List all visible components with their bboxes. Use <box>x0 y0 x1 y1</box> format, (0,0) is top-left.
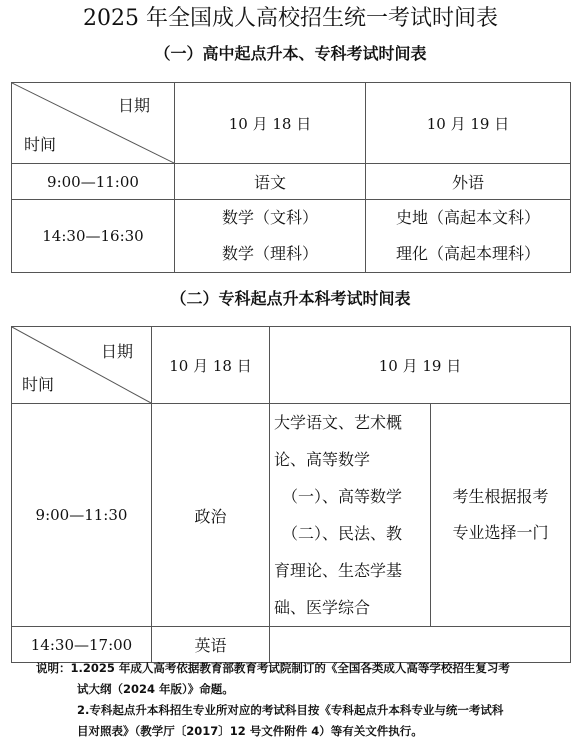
subject-line: （一）、高等数学 <box>282 487 403 506</box>
time-slot: 14:30—16:30 <box>12 200 175 273</box>
section1-heading: （一）高中起点升本、专科考试时间表 <box>154 44 427 63</box>
subject-cell: 语文 <box>175 164 366 200</box>
subject-line: 史地（高起本文科） <box>395 208 540 227</box>
subject-line: 础、医学综合 <box>274 598 371 617</box>
note-item-1 <box>36 658 576 679</box>
diagonal-header-cell <box>12 83 175 164</box>
date-header: 10 月 19 日 <box>366 83 571 164</box>
corner-label-time: 时间 <box>22 375 55 394</box>
date-header: 10 月 18 日 <box>152 327 270 404</box>
time-slot: 9:00—11:30 <box>12 404 152 627</box>
table-row <box>12 404 571 627</box>
subject-line: （二）、民法、教 <box>282 524 403 543</box>
note-text: 1.2025 年成人高考依据教育部教育考试院制订的《全国各类成人高等学校招生复习考 <box>70 661 510 675</box>
subject-cell: 外语 <box>366 164 571 200</box>
note-item-2: 2.专科起点升本科招生专业所对应的考试科目按《专科起点升本科专业与统一考试科 <box>77 703 504 717</box>
corner-label-time: 时间 <box>24 135 57 154</box>
subject-list-cell <box>270 404 431 627</box>
subject-line: 育理论、生态学基 <box>274 561 403 580</box>
note-line: 考生根据报考 <box>452 487 549 506</box>
subject-cell <box>366 200 571 273</box>
notes-block <box>36 658 576 742</box>
note-item-1-cont: 试大纲（2024 年版）》命题。 <box>77 682 234 696</box>
corner-label-date: 日期 <box>100 342 133 361</box>
schedule-table-1 <box>11 82 571 273</box>
page-title: 2025 年全国成人高校招生统一考试时间表 <box>83 6 498 31</box>
subject-note-cell <box>431 404 571 627</box>
subject-line: 数学（文科） <box>221 208 318 227</box>
note-line: 专业选择一门 <box>452 523 549 542</box>
table-row <box>12 164 571 200</box>
date-header: 10 月 18 日 <box>175 83 366 164</box>
schedule-table-2 <box>11 326 571 663</box>
date-header: 10 月 19 日 <box>270 327 571 404</box>
subject-cell: 政治 <box>152 404 270 627</box>
diagonal-header-cell <box>12 327 152 404</box>
subject-line: 大学语文、艺术概 <box>274 413 403 432</box>
time-slot: 14:30—17:00 <box>12 627 152 663</box>
table-row <box>12 200 571 273</box>
table2-header-row <box>12 327 571 404</box>
subject-line: 理化（高起本理科） <box>395 244 540 263</box>
table1-header-row <box>12 83 571 164</box>
section2-heading: （二）专科起点升本科考试时间表 <box>170 289 411 308</box>
time-slot: 9:00—11:00 <box>12 164 175 200</box>
notes-label: 说明： <box>36 661 71 675</box>
note-item-2-cont: 目对照表》（教学厅〔2017〕12 号文件附件 4）等有关文件执行。 <box>77 724 423 738</box>
corner-label-date: 日期 <box>117 96 150 115</box>
subject-cell: 英语 <box>152 627 270 663</box>
subject-line: 数学（理科） <box>221 244 318 263</box>
subject-line: 论、高等数学 <box>274 450 371 469</box>
subject-cell <box>175 200 366 273</box>
